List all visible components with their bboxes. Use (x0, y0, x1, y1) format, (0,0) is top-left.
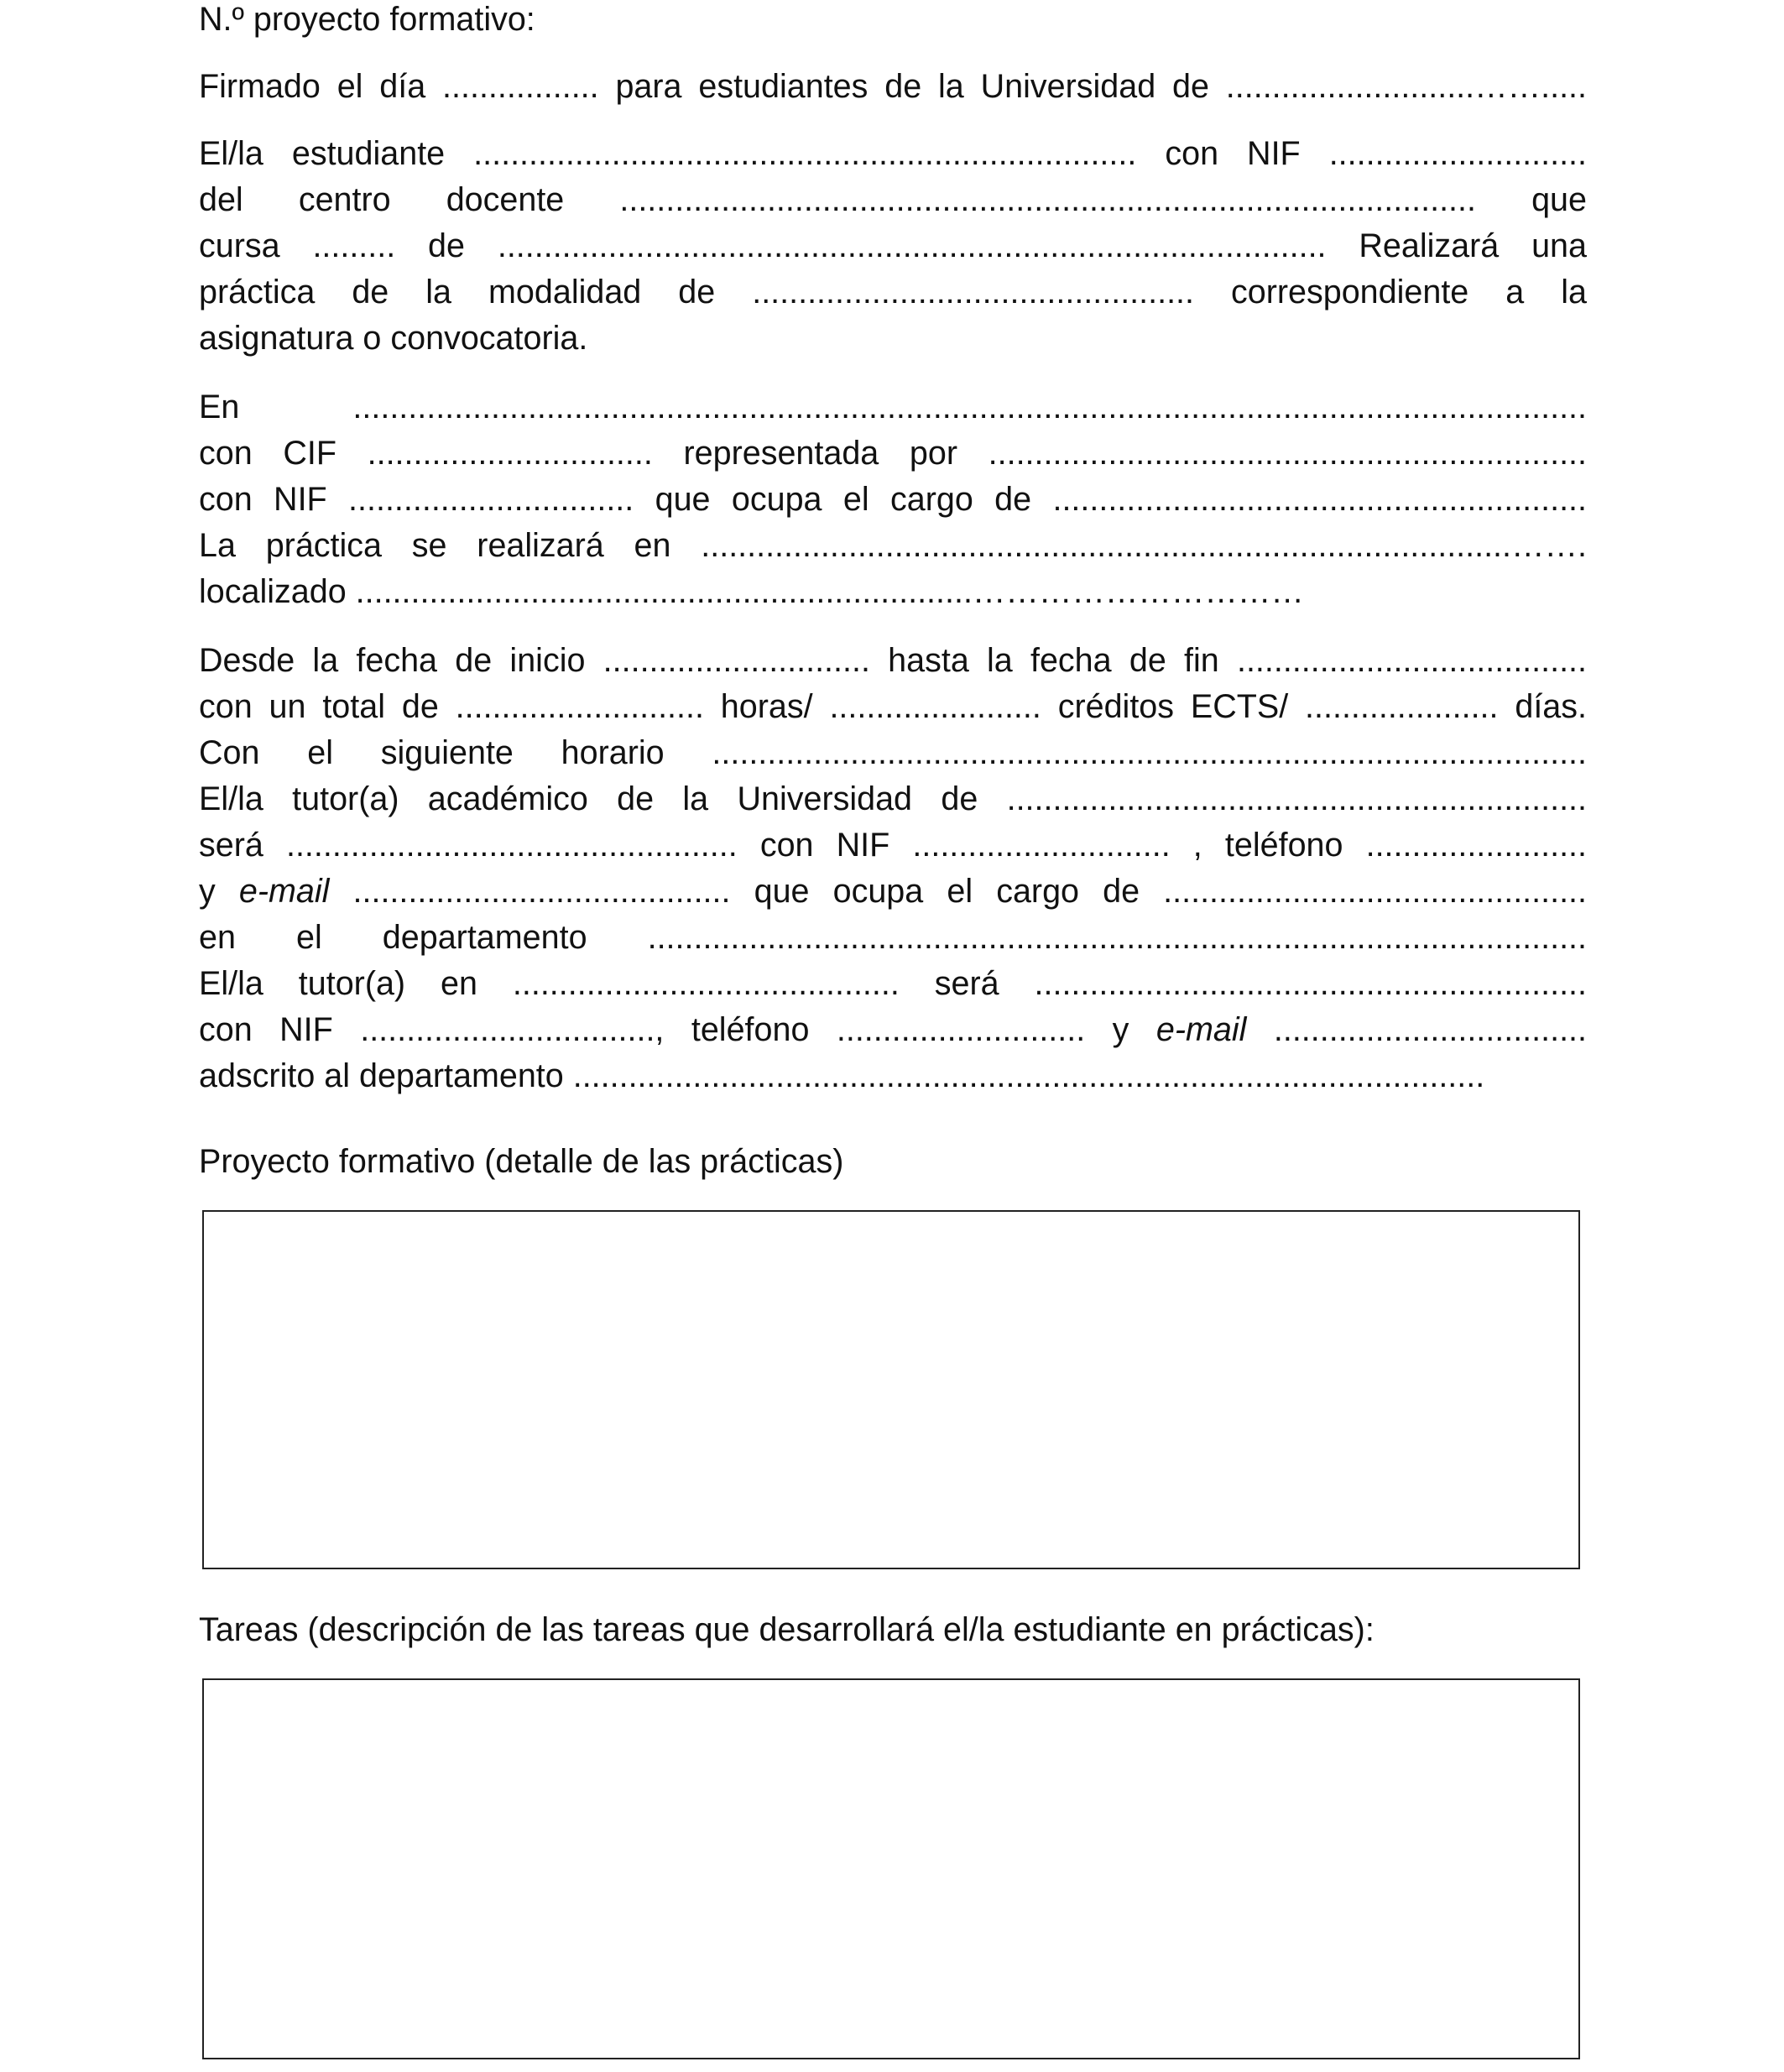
schedule-line: Con el siguiente horario ............................................................................................... (199, 734, 1587, 771)
tasks-heading: Tareas (descripción de las tareas que desarrollará el/la estudiante en prácticas): (199, 1611, 1375, 1648)
signed-line: Firmado el día ................. para estudiantes de la Universidad de ...........................……..... (199, 68, 1587, 105)
company-line: con CIF ............................... representada por ................................................................. (199, 435, 1587, 472)
schedule-line: adscrito al departamento ................................................................................................... (199, 1057, 1485, 1094)
schedule-text: .................................. (1246, 1011, 1587, 1048)
schedule-line: El/la tutor(a) en .......................................... será ............................................................ (199, 965, 1587, 1002)
company-block (199, 384, 1587, 615)
student-block (199, 131, 1587, 362)
schedule-line: será ................................................. con NIF ............................ , teléfono ........................ (199, 827, 1587, 864)
schedule-line: con un total de ........................... horas/ ....................... créditos ECTS/ ..................... días. (199, 688, 1587, 725)
company-line: con NIF ............................... que ocupa el cargo de .......................................................... (199, 481, 1587, 518)
project-number-label: N.º proyecto formativo: (199, 1, 535, 38)
tasks-box[interactable] (202, 1678, 1580, 2059)
schedule-text: con NIF ................................, teléfono ........................... y (199, 1011, 1156, 1048)
schedule-text: ......................................... que ocupa el cargo de .............................................. (329, 873, 1587, 910)
student-line: cursa ......... de .......................................................................................... Realizará una (199, 227, 1587, 264)
schedule-line (199, 1007, 1587, 1053)
schedule-line (199, 869, 1587, 915)
schedule-block (199, 638, 1587, 1099)
student-line: práctica de la modalidad de ................................................ correspondiente a la (199, 274, 1587, 311)
schedule-line: El/la tutor(a) académico de la Universidad de ............................................................... (199, 780, 1587, 817)
company-line: localizado ...................................................................………………………… (199, 573, 1304, 610)
project-detail-box[interactable] (202, 1210, 1580, 1569)
company-line: La práctica se realizará en ........................................................................................……. (199, 527, 1587, 564)
student-line: asignatura o convocatoria. (199, 320, 588, 357)
student-line: El/la estudiante ........................................................................ con NIF ............................ (199, 135, 1587, 172)
schedule-text: y (199, 873, 239, 910)
email-label: e-mail (1155, 1011, 1247, 1048)
project-detail-heading: Proyecto formativo (detalle de las prácticas) (199, 1143, 844, 1180)
schedule-line: Desde la fecha de inicio ............................. hasta la fecha de fin ...................................... (199, 642, 1587, 679)
company-line: En ...................................................................................................................................... (199, 389, 1587, 425)
email-label: e-mail (238, 873, 330, 910)
student-line: del centro docente ............................................................................................. que (199, 181, 1587, 218)
schedule-line: en el departamento ...................................................................................................... (199, 919, 1587, 956)
